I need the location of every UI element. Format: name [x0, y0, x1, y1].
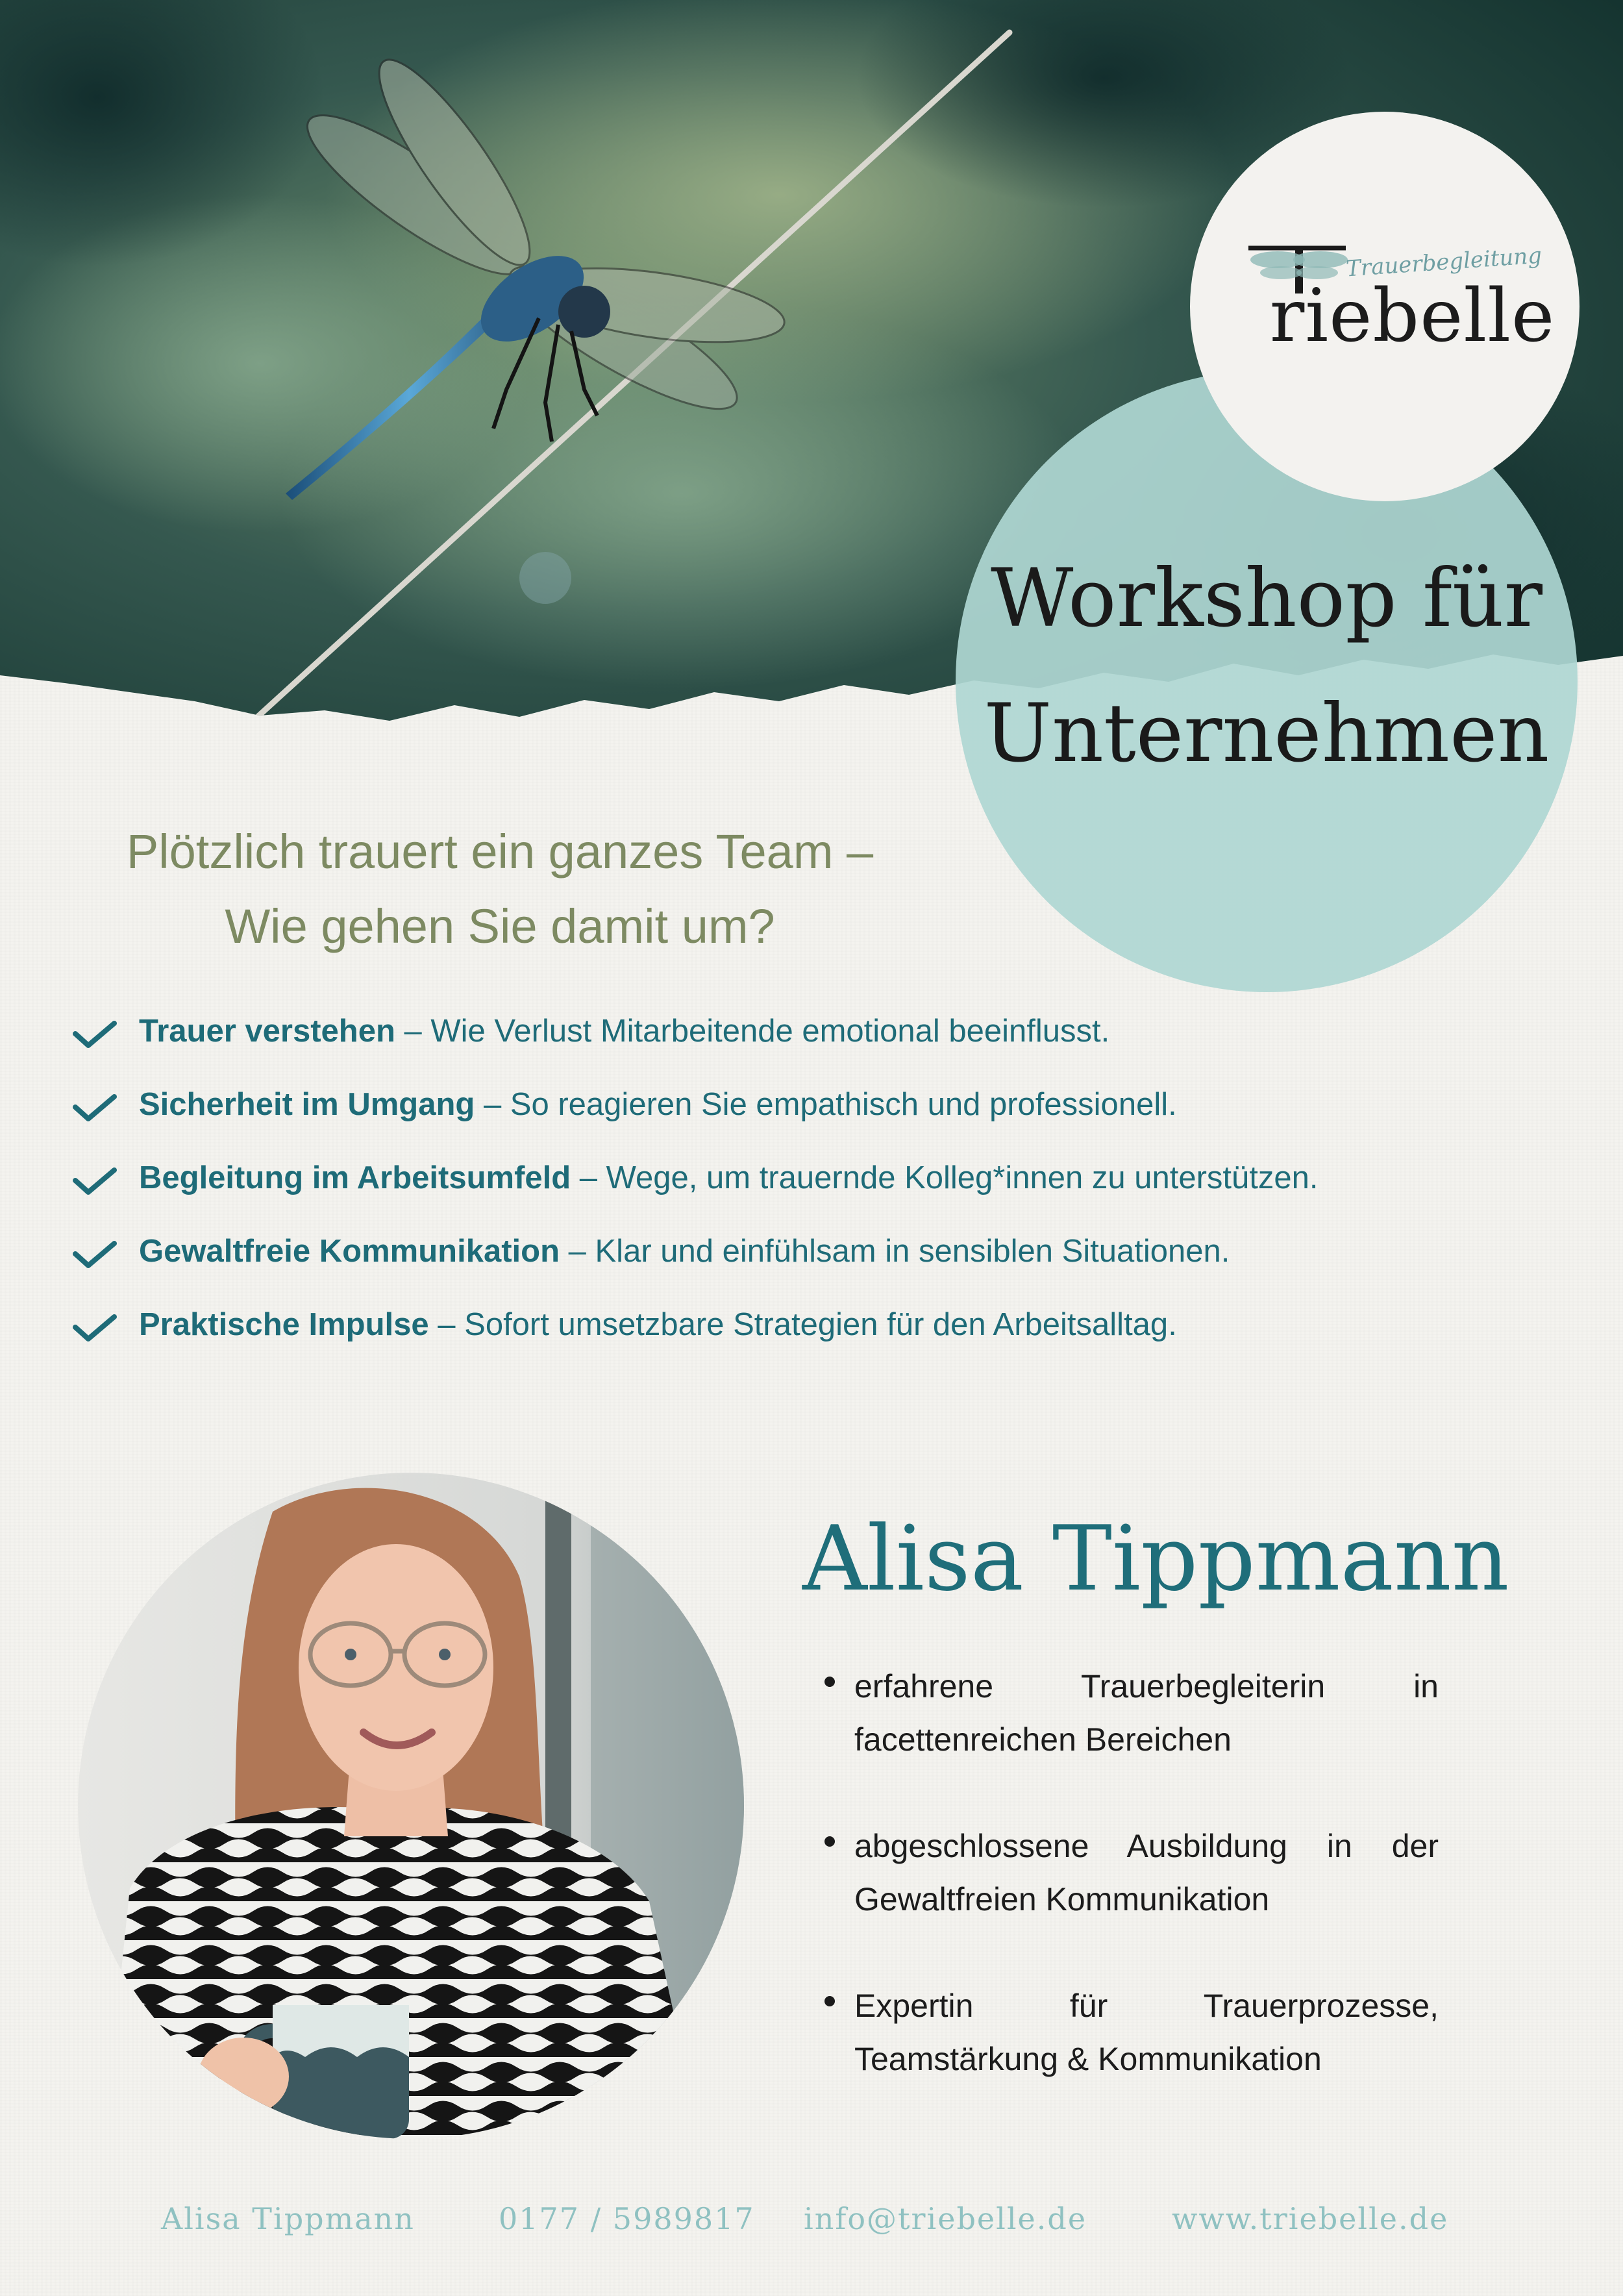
checklist-desc: – So reagieren Sie empathisch und professionell.	[475, 1087, 1177, 1122]
headline-line-2: Unternehmen	[984, 687, 1550, 780]
benefits-checklist	[71, 1013, 1565, 1380]
checkmark-icon	[71, 1313, 118, 1344]
portrait-photo	[78, 1473, 744, 2139]
footer-name: Alisa Tippmann	[161, 2201, 415, 2236]
checklist-desc: – Sofort umsetzbare Strategien für den Arbeitsalltag.	[428, 1307, 1177, 1342]
bullet-item	[854, 1660, 1439, 1766]
checklist-item	[71, 1233, 1565, 1306]
bullet-item	[854, 1819, 1439, 1926]
checkmark-icon	[71, 1019, 118, 1051]
footer-phone[interactable]: 0177 / 5989817	[499, 2201, 755, 2236]
checkmark-icon	[71, 1093, 118, 1124]
bullet-item	[854, 1979, 1439, 2086]
bullet-dot-icon	[824, 1836, 835, 1847]
bullet-dot-icon	[824, 1677, 835, 1687]
logo	[1190, 112, 1580, 501]
checklist-item	[71, 1160, 1565, 1233]
checklist-desc: – Wie Verlust Mitarbeitende emotional beeinflusst.	[395, 1014, 1110, 1049]
speaker-name: Alisa Tippmann	[802, 1506, 1509, 1611]
checkmark-icon	[71, 1166, 118, 1197]
question-heading	[32, 815, 967, 964]
checklist-desc: – Klar und einfühlsam in sensiblen Situationen.	[560, 1234, 1230, 1269]
checkmark-icon	[71, 1240, 118, 1271]
checklist-item	[71, 1306, 1565, 1380]
bullet-text: Expertin für Trauerprozesse, Teamstärkung & Kommunikation	[854, 1988, 1439, 2077]
logo-wordmark: riebelle	[1269, 274, 1555, 358]
speaker-bullets	[854, 1660, 1439, 2139]
question-line-1: Plötzlich trauert ein ganzes Team –	[126, 825, 874, 879]
footer-website[interactable]: www.triebelle.de	[1172, 2201, 1449, 2236]
checklist-title: Trauer verstehen	[139, 1014, 395, 1049]
question-line-2: Wie gehen Sie damit um?	[225, 899, 775, 953]
footer-contact	[161, 2201, 1459, 2240]
headline-line-1: Workshop für	[990, 552, 1543, 645]
checklist-title: Gewaltfreie Kommunikation	[139, 1234, 560, 1269]
logo-script-text: Trauerbegleitung	[1344, 242, 1543, 282]
checklist-title: Begleitung im Arbeitsumfeld	[139, 1160, 571, 1195]
checklist-title: Praktische Impulse	[139, 1307, 429, 1342]
footer-email[interactable]: info@triebelle.de	[804, 2201, 1087, 2236]
bullet-dot-icon	[824, 1996, 835, 2006]
bullet-text: abgeschlossene Ausbildung in der Gewaltfreien Kommunikation	[854, 1828, 1439, 1917]
checklist-title: Sicherheit im Umgang	[139, 1087, 475, 1122]
checklist-desc: – Wege, um trauernde Kolleg*innen zu unterstützen.	[571, 1160, 1319, 1195]
checklist-item	[71, 1013, 1565, 1086]
bullet-text: erfahrene Trauerbegleiterin in facettenreichen Bereichen	[854, 1668, 1439, 1758]
checklist-item	[71, 1086, 1565, 1160]
